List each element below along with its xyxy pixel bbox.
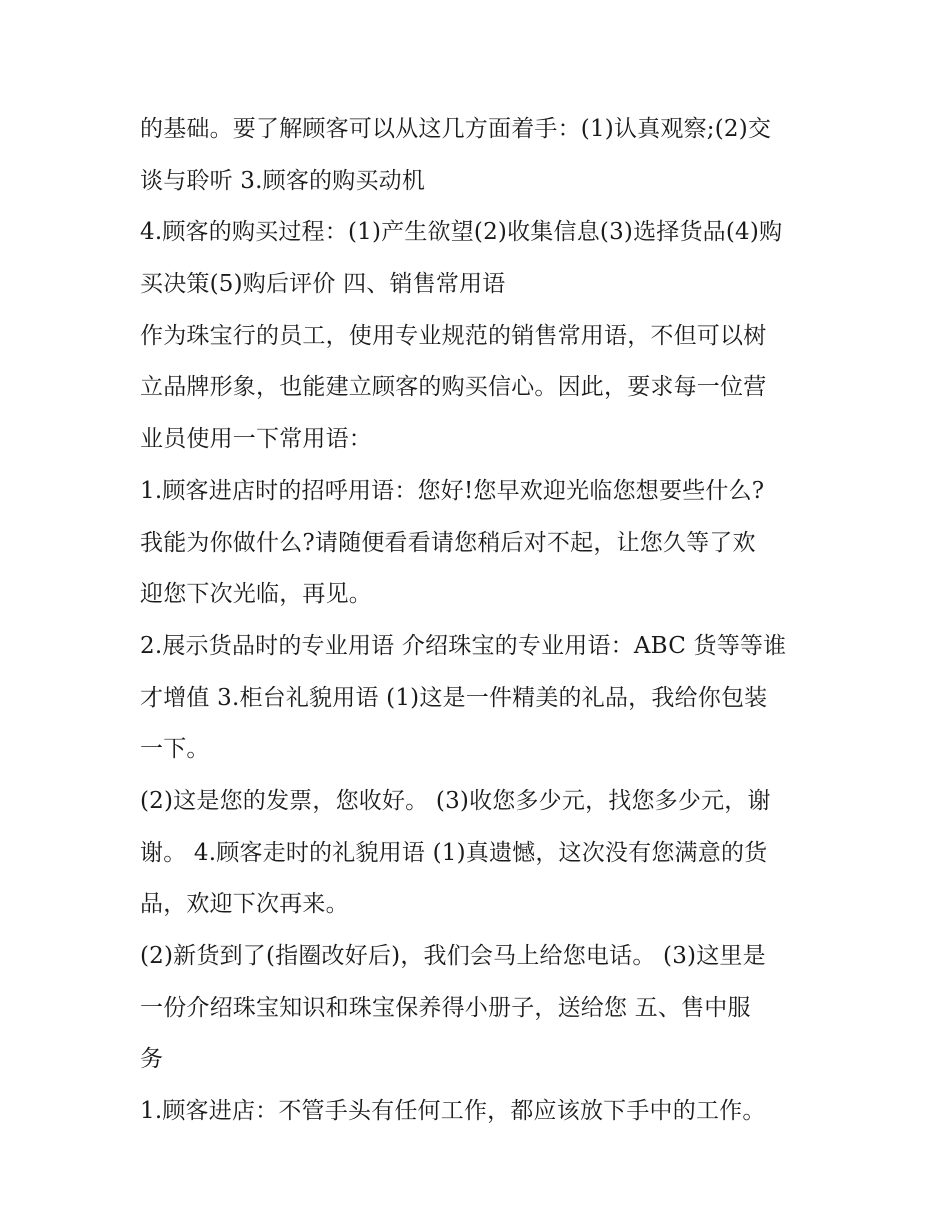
text-line: 2.展示货品时的专业用语 介绍珠宝的专业用语：ABC 货等等谁 (140, 632, 787, 659)
text-line: 1.顾客进店时的招呼用语：您好!您早欢迎光临您想要些什么? (140, 477, 765, 504)
text-line: 立品牌形象，也能建立顾客的购买信心。因此，要求每一位营 (140, 374, 767, 401)
text-line: 务 (140, 1046, 164, 1073)
document-body (140, 104, 820, 1138)
text-line: (2)这是您的发票，您收好。 (3)收您多少元，找您多少元，谢 (140, 787, 771, 814)
text-line: (2)新货到了(指圈改好后)，我们会马上给您电话。 (3)这里是 (140, 943, 766, 969)
text-line: 作为珠宝行的员工，使用专业规范的销售常用语，不但可以树 (140, 322, 767, 349)
text-line: 谢。 4.顾客走时的礼貌用语 (1)真遗憾，这次没有您满意的货 (140, 839, 768, 866)
text-line: 买决策(5)购后评价 四、销售常用语 (140, 271, 506, 298)
text-line: 1.顾客进店：不管手头有任何工作，都应该放下手中的工作。 (140, 1098, 766, 1125)
text-line: 才增值 3.柜台礼貌用语 (1)这是一件精美的礼品，我给你包装 (140, 684, 768, 711)
text-line: 迎您下次光临，再见。 (140, 581, 372, 608)
text-line: 谈与聆听 3.顾客的购买动机 (140, 167, 426, 194)
text-line: 我能为你做什么?请随便看看请您稍后对不起，让您久等了欢 (140, 529, 756, 556)
text-line: 业员使用一下常用语： (140, 426, 372, 453)
text-line: 品，欢迎下次再来。 (140, 891, 349, 918)
text-line: 一下。 (140, 736, 210, 763)
text-line: 一份介绍珠宝知识和珠宝保养得小册子，送给您 五、售中服 (140, 994, 751, 1021)
text-line: 4.顾客的购买过程：(1)产生欲望(2)收集信息(3)选择货品(4)购 (140, 219, 783, 246)
text-line: 的基础。要了解顾客可以从这几方面着手：(1)认真观察;(2)交 (140, 116, 772, 142)
